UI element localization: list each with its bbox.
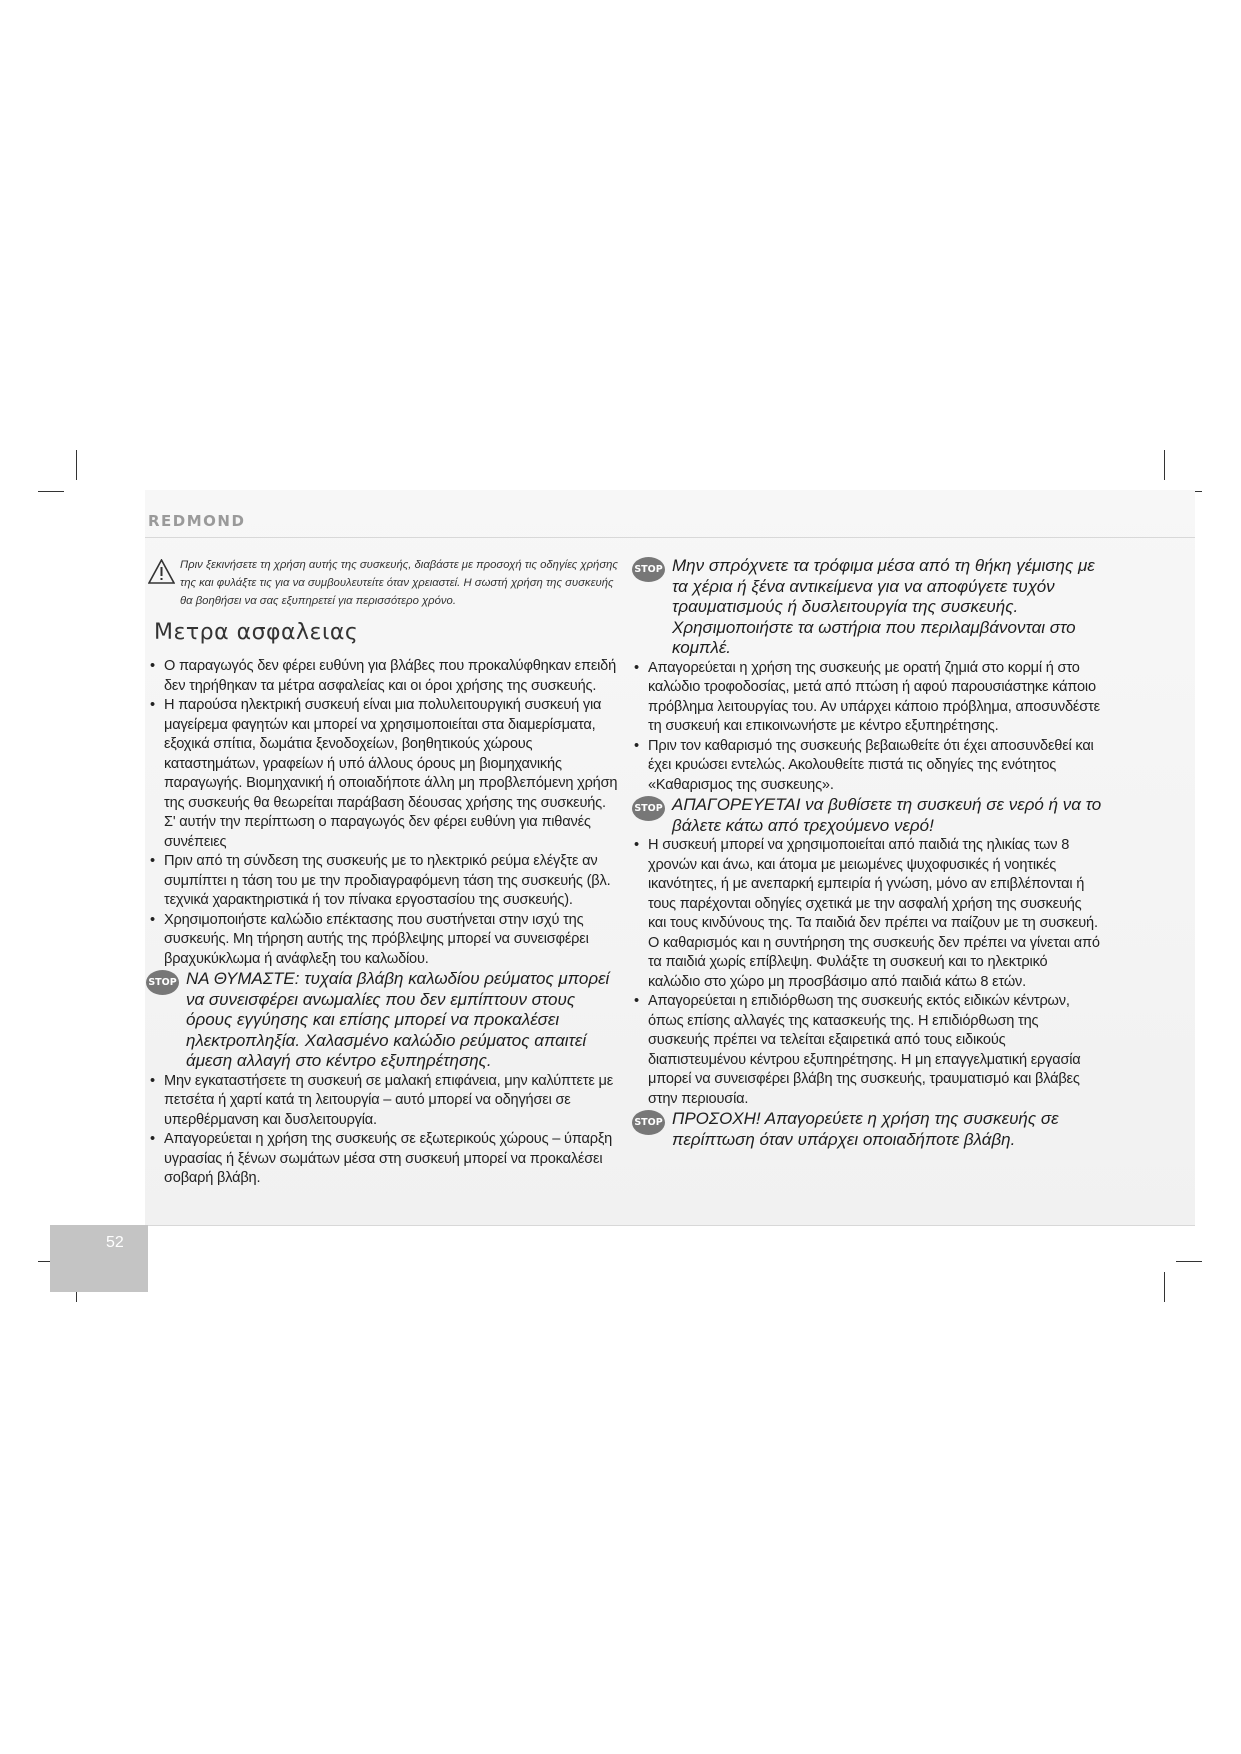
bullet-icon: • (150, 697, 155, 713)
list-item (632, 836, 1102, 992)
item-text: Πριν από τη σύνδεση της συσκευής με το ηλεκτρικό ρεύμα ελέγξτε αν συμπίπτει η τάση του με την προδιαγραφόμενη τάση της συσκευής (βλ. τεχνικά χαρακτηριστικά ή τον πίνακα εργοστασίου της συσκευής). (164, 853, 611, 908)
list-item (632, 992, 1102, 1109)
page-number: 52 (106, 1234, 124, 1251)
stop-warning (632, 556, 1102, 659)
list-item (148, 657, 618, 696)
item-text: Μην σπρόχνετε τα τρόφιμα μέσα από τη θήκη γέμισης με τα χέρια ή ξένα αντικείμενα για να αποφύγετε τυχόν τραυματισμούς ή δυσλειτουργία της συσκευής. Χρησιμοποιήστε τα ωστήρια που περιλαμβάνονται στο κομπλέ. (672, 556, 1095, 657)
stop-icon: STOP (146, 970, 179, 995)
item-text: ΝΑ ΘΥΜΑΣΤΕ: τυχαία βλάβη καλωδίου ρεύματος μπορεί να συνεισφέρει ανωμαλίες που δεν εμπίπτουν στους όρους εγγύησης και επίσης μπορεί να προκαλέσει ηλεκτροπληξία. Χαλασμένο καλώδιο ρεύματος απαιτεί άμεση αλλαγή στο κέντρο εξυπηρέτησης. (186, 969, 610, 1070)
item-text: Απαγορεύεται η χρήση της συσκευής με ορατή ζημιά στο κορμί ή στο καλώδιο τροφοδοσίας, μετά από πτώση ή αφού παρουσιάστηκε κάποιο πρόβλημα λειτουργίας του. Αν υπάρχει κάποιο πρόβλημα, αποσυνδέστε τη συσκευή και επικοινωνήστε με κέντρο εξυπηρέτησης. (648, 659, 1100, 734)
list-item (632, 737, 1102, 796)
bullet-icon: • (634, 737, 639, 754)
bullet-icon: • (150, 1072, 155, 1089)
bullet-icon: • (150, 853, 155, 869)
page-number-tab (50, 1225, 148, 1292)
list-item (148, 911, 618, 970)
stop-warning (632, 795, 1102, 836)
crop-mark (38, 491, 64, 492)
stop-warning (146, 969, 618, 1072)
list-item (148, 1130, 618, 1189)
stop-icon: STOP (632, 557, 665, 582)
item-text: Χρησιμοποιήστε καλώδιο επέκτασης που συστήνεται στην ισχύ της συσκευής. Μη τήρηση αυτής της πρόβλεψης μπορεί να συνεισφέρει βραχυκύκλωμα ή ανάφλεξη του καλωδίου. (164, 911, 589, 967)
left-column (148, 556, 618, 1189)
list-item (148, 696, 618, 852)
stop-icon: STOP (632, 796, 665, 821)
safety-list-right (632, 556, 1102, 1150)
list-item (148, 1072, 618, 1131)
list-item (148, 852, 618, 911)
bullet-icon: • (150, 1131, 155, 1147)
bullet-icon: • (634, 659, 639, 676)
stop-warning (632, 1109, 1102, 1150)
crop-mark (1176, 1261, 1202, 1262)
item-text: Πριν τον καθαρισμό της συσκευής βεβαιωθείτε ότι έχει αποσυνδεθεί και έχει κρυώσει εντελώς. Ακολουθείτε πιστά τις οδηγίες της ενότητος «Καθαρισμος της συσκευης». (648, 737, 1094, 793)
section-title: Μετρα ασφαλειας (154, 620, 359, 645)
bullet-icon: • (634, 993, 639, 1009)
intro-note (148, 556, 618, 610)
crop-mark (1164, 450, 1165, 480)
item-text: Μην εγκαταστήσετε τη συσκευή σε μαλακή επιφάνεια, μην καλύπτετε με πετσέτα ή χαρτί κατά τη λειτουργία – αυτό μπορεί να οδηγήσει σε υπερθέρμανση και δυσλειτουργία. (164, 1072, 614, 1128)
brand-logo: REDMOND (148, 512, 246, 530)
header-rule (145, 537, 1195, 538)
crop-mark (1164, 1272, 1165, 1302)
bullet-icon: • (150, 911, 155, 928)
item-text: ΑΠΑΓΟΡΕΥΕΤΑΙ να βυθίσετε τη συσκευή σε νερό ή να το βάλετε κάτω από τρεχούμενο νερό! (672, 795, 1102, 835)
crop-mark (76, 450, 77, 480)
item-text: Η συσκευή μπορεί να χρησιμοποιείται από παιδιά της ηλικίας των 8 χρονών και άνω, και άτομα με μειωμένες ψυχοφυσικές ή νοητικές ικανότητες, ή με ανεπαρκή εμπειρία ή γνώση, μόνο αν επιβλέπονται ή τους παρέχονται οδηγίες σχετικά με την ασφαλή χρήση της συσκευής και τους κινδύνους της. Τα παιδιά δεν πρέπει να παίζουν με τη συσκευή. Ο καθαρισμός και η συντήρηση της συσκευής δεν πρέπει να γίνεται από τα παιδιά χωρίς επίβλεψη. Φυλάξτε τη συσκευή και το ηλεκτρικό καλώδιο στο χώρο μη προσβάσιμο από παιδιά κάτω 8 ετών. (648, 837, 1100, 990)
list-item (632, 659, 1102, 737)
item-text: Απαγορεύεται η επιδιόρθωση της συσκευής εκτός ειδικών κέντρων, όπως επίσης αλλαγές της κατασκευής της. Η επιδιόρθωση της συσκευής πρέπει να τελείται εξαιρετικά από τους ειδικούς διαπιστευμένου κέντρου εξυπηρέτησης. Η μη επαγγελματική εργασία μπορεί να συνεισφέρει βλάβη της συσκευής, τραυματισμό και βλάβες στην περιουσία. (648, 993, 1081, 1107)
footer-rule (145, 1225, 1195, 1226)
stop-icon: STOP (632, 1110, 665, 1135)
intro-text: Πριν ξεκινήσετε τη χρήση αυτής της συσκευής, διαβάστε με προσοχή τις οδηγίες χρήσης της και φυλάξτε τις για να συμβουλευτείτε όταν χρειαστεί. Η σωστή χρήση της συσκευής θα βοηθήσει να σας εξυπηρετεί για περισσότερο χρόνο. (180, 559, 618, 607)
bullet-icon: • (150, 658, 155, 674)
item-text: Ο παραγωγός δεν φέρει ευθύνη για βλάβες που προκαλύφθηκαν επειδή δεν τηρήθηκαν τα μέτρα ασφαλείας και οι όροι χρήσης της συσκευής. (164, 658, 617, 694)
item-text: ΠΡΟΣΟΧΗ! Απαγορεύετε η χρήση της συσκευής σε περίπτωση όταν υπάρχει οποιαδήποτε βλάβη. (672, 1109, 1059, 1149)
item-text: Απαγορεύεται η χρήση της συσκευής σε εξωτερικούς χώρους – ύπαρξη υγρασίας ή ξένων σωμάτων μέσα στη συσκευή μπορεί να προκαλέσει σοβαρή βλάβη. (164, 1131, 613, 1186)
warning-triangle-icon (148, 559, 175, 584)
bullet-icon: • (634, 837, 639, 853)
item-text: Η παρούσα ηλεκτρική συσκευή είναι μια πολυλειτουργική συσκευή για μαγείρεμα φαγητών και μπορεί να χρησιμοποιείται στα διαμερίσματα, εξοχικά σπίτια, δωμάτια ξενοδοχείων, βοηθητικούς χώρους καταστημάτων, γραφείων ή υπό άλλους όρους μη βιομηχανικής παραγωγής. Βιομηχανική ή οποιαδήποτε άλλη μη προβλεπόμενη χρήση της συσκευής θα θεωρείται παράβαση δέουσας χρήσης της συσκευής. Σ' αυτήν την περίπτωση ο παραγωγός δεν φέρει ευθύνη για πιθανές συνέπειες (164, 697, 618, 850)
safety-list-left (148, 657, 618, 1189)
right-column (632, 556, 1102, 1150)
